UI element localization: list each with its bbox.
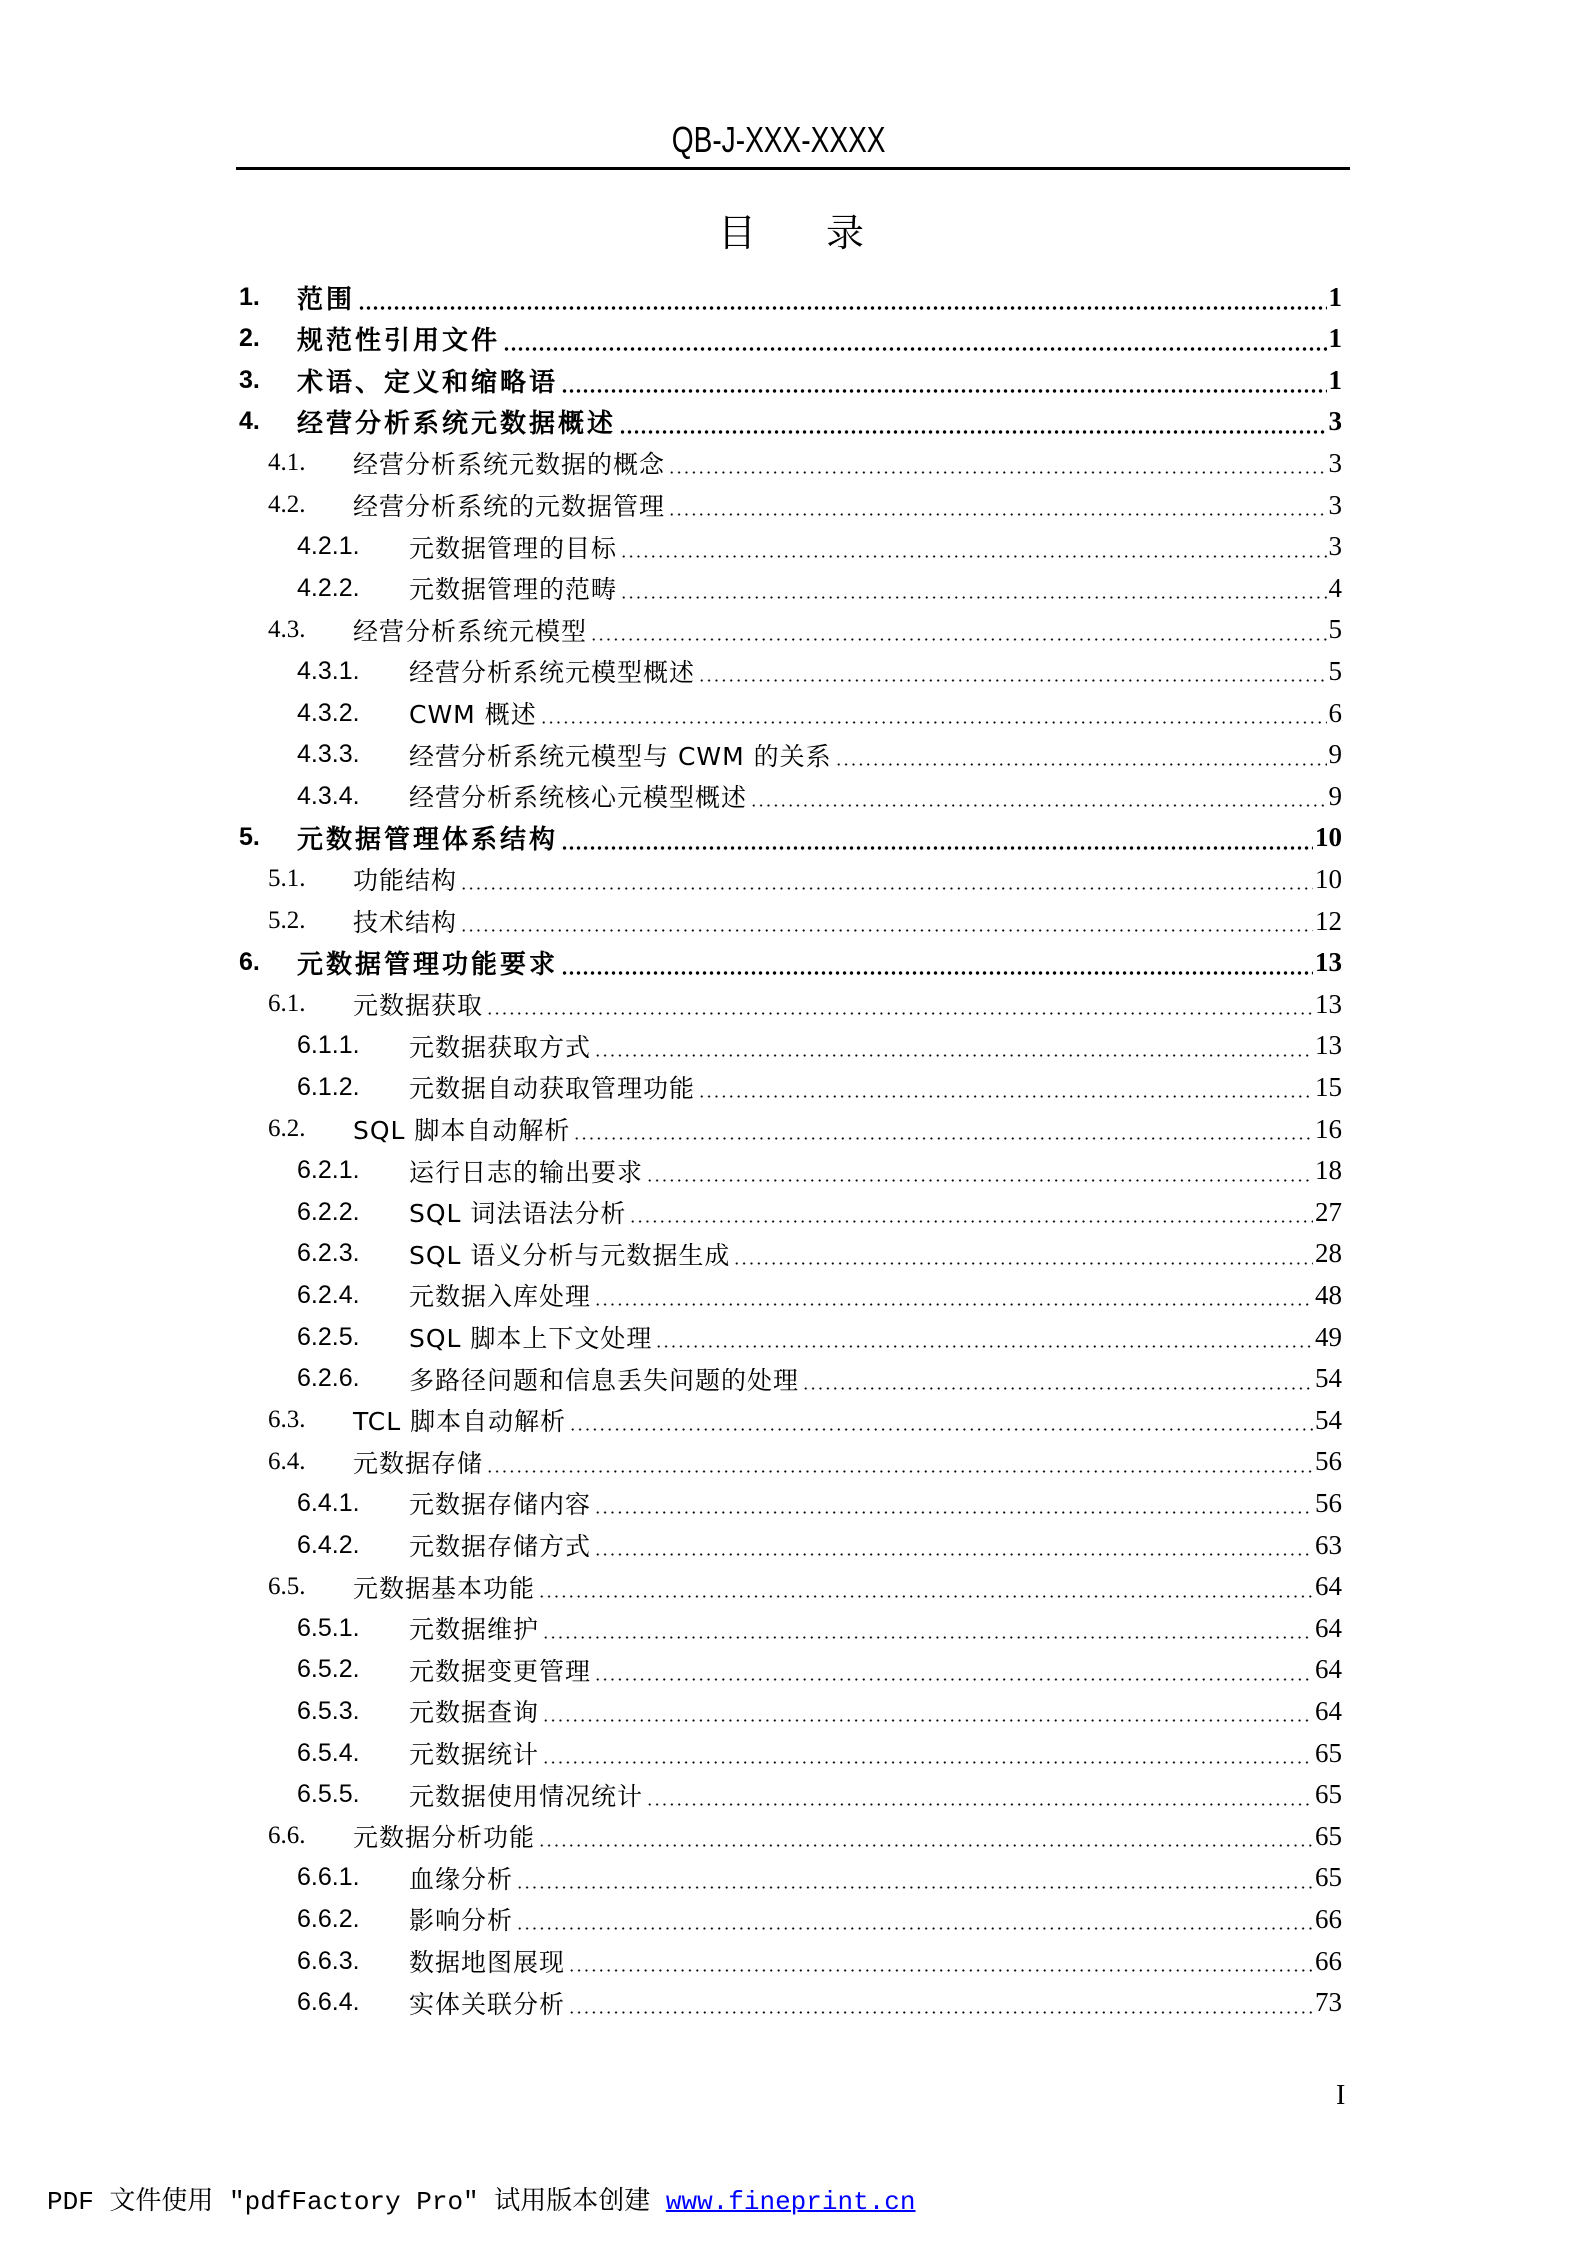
toc-entry-page[interactable]: 3 <box>1328 447 1342 478</box>
toc-entry-label[interactable]: 运行日志的输出要求 <box>409 1157 644 1187</box>
toc-entry-label[interactable]: 元数据获取方式 <box>409 1032 592 1062</box>
toc-entry-body <box>353 612 1342 648</box>
dot-leader <box>460 929 1313 932</box>
toc-entry-body <box>409 737 1342 773</box>
toc-entry-page[interactable]: 1 <box>1328 281 1342 312</box>
toc-entry-label[interactable]: 经营分析系统元模型与 CWM 的关系 <box>409 741 832 771</box>
toc-entry-page[interactable]: 16 <box>1315 1113 1342 1144</box>
toc-entry-body <box>409 1610 1342 1646</box>
toc-entry-number: 4.3.1. <box>297 656 360 685</box>
toc-entry-number: 6.5.4. <box>297 1738 360 1767</box>
dot-leader <box>594 1678 1313 1681</box>
toc-entry-label[interactable]: CWM 概述 <box>409 700 537 729</box>
toc-entry[interactable] <box>0 1195 1342 1229</box>
toc-entry-label[interactable]: SQL 词法语法分析 <box>409 1199 627 1229</box>
toc-entry-body <box>297 320 1342 357</box>
toc-entry-page[interactable]: 48 <box>1315 1279 1342 1310</box>
toc-entry-body <box>353 1818 1342 1854</box>
toc-entry-label[interactable]: 元数据存储方式 <box>409 1532 592 1561</box>
toc-entry-body <box>409 1028 1342 1064</box>
toc-entry[interactable] <box>0 696 1342 730</box>
toc-entry-number: 6.2.3. <box>297 1239 360 1268</box>
toc-entry-page[interactable]: 12 <box>1315 905 1342 936</box>
toc-entry-number: 6.2.6. <box>297 1364 360 1393</box>
toc-entry-number: 6.2. <box>268 1115 306 1142</box>
toc-entry-label[interactable]: 元数据分析功能 <box>353 1823 536 1853</box>
toc-entry-body <box>409 1943 1342 1979</box>
dot-leader <box>573 1137 1313 1140</box>
toc-entry-label[interactable]: 术语、定义和缩略语 <box>297 367 559 398</box>
dot-leader <box>733 1262 1313 1265</box>
dot-leader <box>698 1095 1313 1098</box>
dot-leader <box>698 679 1326 682</box>
toc-entry[interactable] <box>0 1362 1342 1396</box>
toc-entry-label[interactable]: TCL 脚本自动解析 <box>353 1407 567 1437</box>
dot-leader <box>646 1803 1313 1806</box>
toc-entry-body <box>409 570 1342 606</box>
dot-leader <box>594 1303 1313 1306</box>
toc-entry-page[interactable]: 65 <box>1315 1737 1342 1768</box>
toc-entry-body <box>409 1901 1342 1937</box>
toc-entry[interactable] <box>0 1528 1342 1562</box>
toc-entry[interactable] <box>0 904 1342 938</box>
toc-entry-body <box>409 1652 1342 1688</box>
toc-entry-body <box>353 986 1342 1022</box>
toc-entry-page[interactable]: 64 <box>1315 1654 1342 1685</box>
toc-entry-page[interactable]: 64 <box>1315 1612 1342 1643</box>
toc-entry-page[interactable]: 28 <box>1315 1238 1342 1269</box>
toc-entry-body <box>409 1693 1342 1729</box>
toc-entry-label[interactable]: 影响分析 <box>409 1906 514 1936</box>
dot-leader <box>619 430 1326 434</box>
toc-entry-number: 6.5.2. <box>297 1655 360 1684</box>
toc-title-char-2: 录 <box>826 211 865 255</box>
toc-entry-body <box>409 1777 1342 1813</box>
toc-entry-body <box>409 1527 1342 1563</box>
toc-entry-number: 6.3. <box>268 1406 306 1434</box>
dot-leader <box>590 638 1326 641</box>
pdf-watermark <box>47 2186 916 2218</box>
toc-entry-body <box>409 1485 1342 1521</box>
toc-entry[interactable] <box>0 446 1342 480</box>
toc-entry-page[interactable]: 65 <box>1315 1820 1342 1851</box>
toc-title-char-1: 目 <box>718 211 757 255</box>
toc-entry-page[interactable]: 6 <box>1328 697 1342 728</box>
toc-entry[interactable] <box>0 571 1342 605</box>
dot-leader <box>594 1511 1313 1514</box>
toc-entry-number: 2. <box>239 324 260 353</box>
page-number: I <box>1336 2080 1346 2111</box>
dot-leader <box>568 2011 1313 2014</box>
toc-entry-body <box>409 1860 1342 1896</box>
toc-entry-body <box>353 1402 1342 1438</box>
toc-entry-number: 6. <box>239 948 260 977</box>
toc-entry-body <box>409 1985 1342 2021</box>
dot-leader <box>568 1969 1313 1972</box>
dot-leader <box>540 721 1327 724</box>
toc-entry-page[interactable]: 5 <box>1328 614 1342 645</box>
header-divider <box>236 167 1350 170</box>
toc-entry-page[interactable]: 3 <box>1328 489 1342 520</box>
toc-entry-body <box>297 944 1342 981</box>
toc-entry-number: 4.3.2. <box>297 698 360 727</box>
toc-entry[interactable] <box>0 1861 1342 1895</box>
toc-entry-number: 6.6.3. <box>297 1946 360 1975</box>
toc-entry-body <box>297 819 1342 856</box>
toc-entry-page[interactable]: 10 <box>1315 863 1342 894</box>
toc-entry-body <box>409 695 1342 731</box>
toc-entry-number: 5. <box>239 823 260 852</box>
dot-leader <box>542 1636 1313 1639</box>
toc-entry-body <box>409 653 1342 689</box>
toc-entry-body <box>409 1236 1342 1272</box>
dot-leader <box>594 1553 1313 1556</box>
toc-entry-body <box>353 1111 1342 1147</box>
dot-leader <box>620 555 1326 558</box>
toc-entry-number: 6.1. <box>268 990 306 1018</box>
toc-entry-number: 6.6.1. <box>297 1863 360 1892</box>
dot-leader <box>516 1886 1313 1889</box>
toc-entry-label[interactable]: SQL 语义分析与元数据生成 <box>409 1240 731 1270</box>
toc-entry-page[interactable]: 13 <box>1315 947 1342 978</box>
toc-entry-page[interactable]: 66 <box>1315 1945 1342 1976</box>
toc-entry-body <box>409 1361 1342 1397</box>
dot-leader <box>503 347 1326 351</box>
toc-entry-number: 4.3.3. <box>297 740 360 769</box>
toc-entry-body <box>297 362 1342 399</box>
toc-entry-page[interactable]: 65 <box>1315 1779 1342 1810</box>
toc-entry-page[interactable]: 54 <box>1315 1404 1342 1435</box>
toc-title <box>718 208 864 258</box>
toc-entry-label[interactable]: 元数据使用情况统计 <box>409 1781 644 1811</box>
toc-entry[interactable] <box>0 987 1342 1021</box>
toc-entry-page[interactable]: 56 <box>1315 1446 1342 1477</box>
watermark-link[interactable]: www.fineprint.cn <box>665 2187 916 2217</box>
toc-entry-label[interactable]: 经营分析系统核心元模型概述 <box>409 783 748 813</box>
toc-entry-label[interactable]: 元数据查询 <box>409 1698 540 1728</box>
toc-entry-number: 6.4. <box>268 1447 306 1475</box>
toc-entry-label[interactable]: 元数据存储 <box>353 1448 484 1478</box>
toc-entry[interactable] <box>0 613 1342 647</box>
toc-entry-body <box>409 778 1342 814</box>
toc-entry-page[interactable]: 73 <box>1315 1987 1342 2018</box>
toc-entry-body <box>409 1153 1342 1189</box>
toc-entry-label[interactable]: 多路径问题和信息丢失问题的处理 <box>409 1365 800 1395</box>
toc-entry-number: 6.6.4. <box>297 1988 360 2017</box>
toc-entry-number: 6.6.2. <box>297 1904 360 1933</box>
toc-entry-page[interactable]: 9 <box>1328 780 1342 811</box>
toc-entry-label[interactable]: SQL 脚本上下文处理 <box>409 1324 653 1353</box>
dot-leader <box>486 1470 1313 1473</box>
dot-leader <box>668 471 1326 474</box>
toc-entry-label[interactable]: SQL 脚本自动解析 <box>353 1116 571 1145</box>
toc-entry-label[interactable]: 技术结构 <box>353 908 458 937</box>
watermark-text: PDF 文件使用 "pdfFactory Pro" 试用版本创建 <box>47 2187 666 2217</box>
toc-entry-number: 6.5.5. <box>297 1780 360 1809</box>
dot-leader <box>750 804 1326 807</box>
toc-entry[interactable] <box>0 1237 1342 1271</box>
toc-entry-label[interactable]: 元数据统计 <box>409 1740 540 1769</box>
dot-leader <box>542 1761 1313 1764</box>
toc-entry[interactable] <box>0 322 1342 356</box>
dot-leader <box>569 1428 1313 1431</box>
toc-entry-label[interactable]: 元数据管理的目标 <box>409 533 618 563</box>
toc-entry-number: 3. <box>239 365 260 394</box>
toc-entry[interactable] <box>0 1570 1342 1604</box>
toc-entry-number: 4.1. <box>268 449 306 477</box>
toc-entry-number: 6.5.3. <box>297 1696 360 1725</box>
toc-entry-page[interactable]: 18 <box>1315 1155 1342 1186</box>
toc-entry-label[interactable]: 元数据维护 <box>409 1615 540 1645</box>
toc-entry-page[interactable]: 9 <box>1328 739 1342 770</box>
toc-entry-label[interactable]: 元数据变更管理 <box>409 1656 592 1686</box>
dot-leader <box>646 1179 1313 1182</box>
toc-entry[interactable] <box>0 1653 1342 1687</box>
dot-leader <box>538 1844 1313 1847</box>
toc-entry[interactable] <box>0 280 1342 314</box>
dot-leader <box>629 1220 1313 1223</box>
toc-entry[interactable] <box>0 405 1342 439</box>
dot-leader <box>561 846 1313 850</box>
toc-entry-number: 6.6. <box>268 1822 306 1850</box>
toc-entry-body <box>297 403 1342 440</box>
toc-entry[interactable] <box>0 654 1342 688</box>
toc-entry-body <box>353 903 1342 939</box>
toc-entry[interactable] <box>0 488 1342 522</box>
toc-entry-body <box>353 1444 1342 1480</box>
toc-entry-page[interactable]: 54 <box>1315 1363 1342 1394</box>
toc-entry-label[interactable]: 实体关联分析 <box>409 1989 566 2019</box>
toc-entry-page[interactable]: 64 <box>1315 1571 1342 1602</box>
toc-entry-label[interactable]: 血缘分析 <box>409 1864 514 1894</box>
dot-leader <box>460 887 1313 890</box>
toc-entry-number: 6.2.2. <box>297 1197 360 1226</box>
toc-entry-number: 6.5. <box>268 1572 306 1600</box>
toc-entry-number: 6.5.1. <box>297 1613 360 1642</box>
toc-entry-body <box>409 1194 1342 1230</box>
toc-entry-page[interactable]: 56 <box>1315 1487 1342 1518</box>
toc-entry-body <box>409 1735 1342 1771</box>
toc-entry-label[interactable]: 范围 <box>297 284 356 315</box>
toc-entry-number: 4.3.4. <box>297 781 360 810</box>
toc-entry-number: 6.4.2. <box>297 1530 360 1559</box>
toc-entry[interactable] <box>0 779 1342 813</box>
toc-entry[interactable] <box>0 1112 1342 1146</box>
toc-entry-label[interactable]: 经营分析系统元数据概述 <box>297 409 617 440</box>
toc-entry-body <box>409 529 1342 565</box>
toc-entry[interactable] <box>0 1445 1342 1479</box>
toc-entry-label[interactable]: 经营分析系统的元数据管理 <box>353 492 666 521</box>
toc-entry[interactable] <box>0 1070 1342 1104</box>
dot-leader <box>486 1012 1313 1015</box>
toc-entry-page[interactable]: 15 <box>1315 1071 1342 1102</box>
toc-entry[interactable] <box>0 1320 1342 1354</box>
toc-entry-label[interactable]: 数据地图展现 <box>409 1948 566 1977</box>
toc-entry[interactable] <box>0 1486 1342 1520</box>
dot-leader <box>668 513 1326 516</box>
dot-leader <box>561 971 1313 975</box>
dot-leader <box>538 1595 1313 1598</box>
toc-entry[interactable] <box>0 1819 1342 1853</box>
toc-entry-body <box>353 445 1342 481</box>
toc-entry-body <box>409 1069 1342 1105</box>
toc-entry[interactable] <box>0 1611 1342 1645</box>
dot-leader <box>620 596 1326 599</box>
toc-entry-number: 5.1. <box>268 865 306 893</box>
toc-entry-page[interactable]: 13 <box>1315 1030 1342 1061</box>
toc-entry-label[interactable]: 经营分析系统元数据的概念 <box>353 450 666 480</box>
toc-entry-number: 1. <box>239 282 260 311</box>
toc-entry[interactable] <box>0 1403 1342 1437</box>
toc-entry-label[interactable]: 规范性引用文件 <box>297 326 501 357</box>
toc-entry-label[interactable]: 元数据管理的范畴 <box>409 575 618 605</box>
toc-entry-page[interactable]: 63 <box>1315 1529 1342 1560</box>
toc-entry[interactable] <box>0 1986 1342 2020</box>
toc-entry-label[interactable]: 元数据自动获取管理功能 <box>409 1074 696 1104</box>
toc-entry-page[interactable]: 3 <box>1328 406 1342 437</box>
toc-entry-body <box>353 1569 1342 1605</box>
dot-leader <box>561 389 1326 393</box>
toc-entry-page[interactable]: 3 <box>1328 531 1342 562</box>
toc-entry-page[interactable]: 1 <box>1328 323 1342 354</box>
toc-entry-number: 4.2.1. <box>297 532 360 561</box>
toc-entry-label[interactable]: 功能结构 <box>353 866 458 896</box>
toc-entry-label[interactable]: 元数据管理功能要求 <box>297 950 559 981</box>
toc-entry-number: 6.1.1. <box>297 1031 360 1060</box>
toc-entry-number: 4. <box>239 407 260 436</box>
toc-entry-label[interactable]: 经营分析系统元模型概述 <box>409 658 696 688</box>
toc-entry-body <box>409 1277 1342 1313</box>
toc-entry[interactable] <box>0 1154 1342 1188</box>
dot-leader <box>594 1054 1313 1057</box>
toc-entry-page[interactable]: 49 <box>1315 1321 1342 1352</box>
dot-leader <box>516 1927 1313 1930</box>
toc-entry-page[interactable]: 4 <box>1328 572 1342 603</box>
toc-entry[interactable] <box>0 862 1342 896</box>
toc-entry-number: 5.2. <box>268 907 306 934</box>
toc-entry-label[interactable]: 元数据入库处理 <box>409 1282 592 1312</box>
document-code-header: QB-J-XXX-XXXX <box>671 119 886 160</box>
toc-entry-number: 6.2.1. <box>297 1156 360 1185</box>
toc-entry-page[interactable]: 64 <box>1315 1695 1342 1726</box>
toc-entry-page[interactable]: 5 <box>1328 655 1342 686</box>
toc-entry-body <box>297 279 1342 316</box>
toc-entry-number: 4.2.2. <box>297 573 360 602</box>
toc-entry[interactable] <box>0 1736 1342 1770</box>
toc-entry-label[interactable]: 元数据管理体系结构 <box>297 825 559 856</box>
toc-entry[interactable] <box>0 821 1342 855</box>
toc-entry-number: 6.2.5. <box>297 1322 360 1351</box>
toc-entry[interactable] <box>0 1902 1342 1936</box>
toc-entry-body <box>353 487 1342 523</box>
toc-entry-page[interactable]: 1 <box>1328 364 1342 395</box>
toc-entry[interactable] <box>0 1944 1342 1978</box>
toc-entry-page[interactable]: 27 <box>1315 1196 1342 1227</box>
toc-entry-body <box>353 861 1342 897</box>
toc-entry-number: 4.2. <box>268 491 306 518</box>
toc-entry-page[interactable]: 10 <box>1315 822 1342 853</box>
toc-entry[interactable] <box>0 946 1342 980</box>
toc-entry-number: 6.1.2. <box>297 1072 360 1101</box>
toc-entry-label[interactable]: 元数据基本功能 <box>353 1573 536 1603</box>
toc-entry[interactable] <box>0 1029 1342 1063</box>
toc-entry-number: 6.4.1. <box>297 1488 360 1517</box>
toc-entry[interactable] <box>0 363 1342 397</box>
dot-leader <box>835 763 1327 766</box>
toc-entry-number: 6.2.4. <box>297 1280 360 1309</box>
toc-entry[interactable] <box>0 738 1342 772</box>
dot-leader <box>655 1345 1313 1348</box>
toc-entry[interactable] <box>0 1694 1342 1728</box>
toc-entry-page[interactable]: 66 <box>1315 1903 1342 1934</box>
toc-entry-label[interactable]: 经营分析系统元模型 <box>353 616 588 646</box>
toc-entry-page[interactable]: 65 <box>1315 1862 1342 1893</box>
dot-leader <box>802 1387 1313 1390</box>
toc-entry-number: 4.3. <box>268 615 306 643</box>
toc-entry-label[interactable]: 元数据存储内容 <box>409 1490 592 1520</box>
toc-entry-body <box>409 1319 1342 1355</box>
toc-entry[interactable] <box>0 1278 1342 1312</box>
toc-entry-label[interactable]: 元数据获取 <box>353 991 484 1021</box>
dot-leader <box>542 1719 1313 1722</box>
toc-entry[interactable] <box>0 530 1342 564</box>
toc-entry[interactable] <box>0 1778 1342 1812</box>
toc-entry-page[interactable]: 13 <box>1315 988 1342 1019</box>
dot-leader <box>358 306 1326 310</box>
